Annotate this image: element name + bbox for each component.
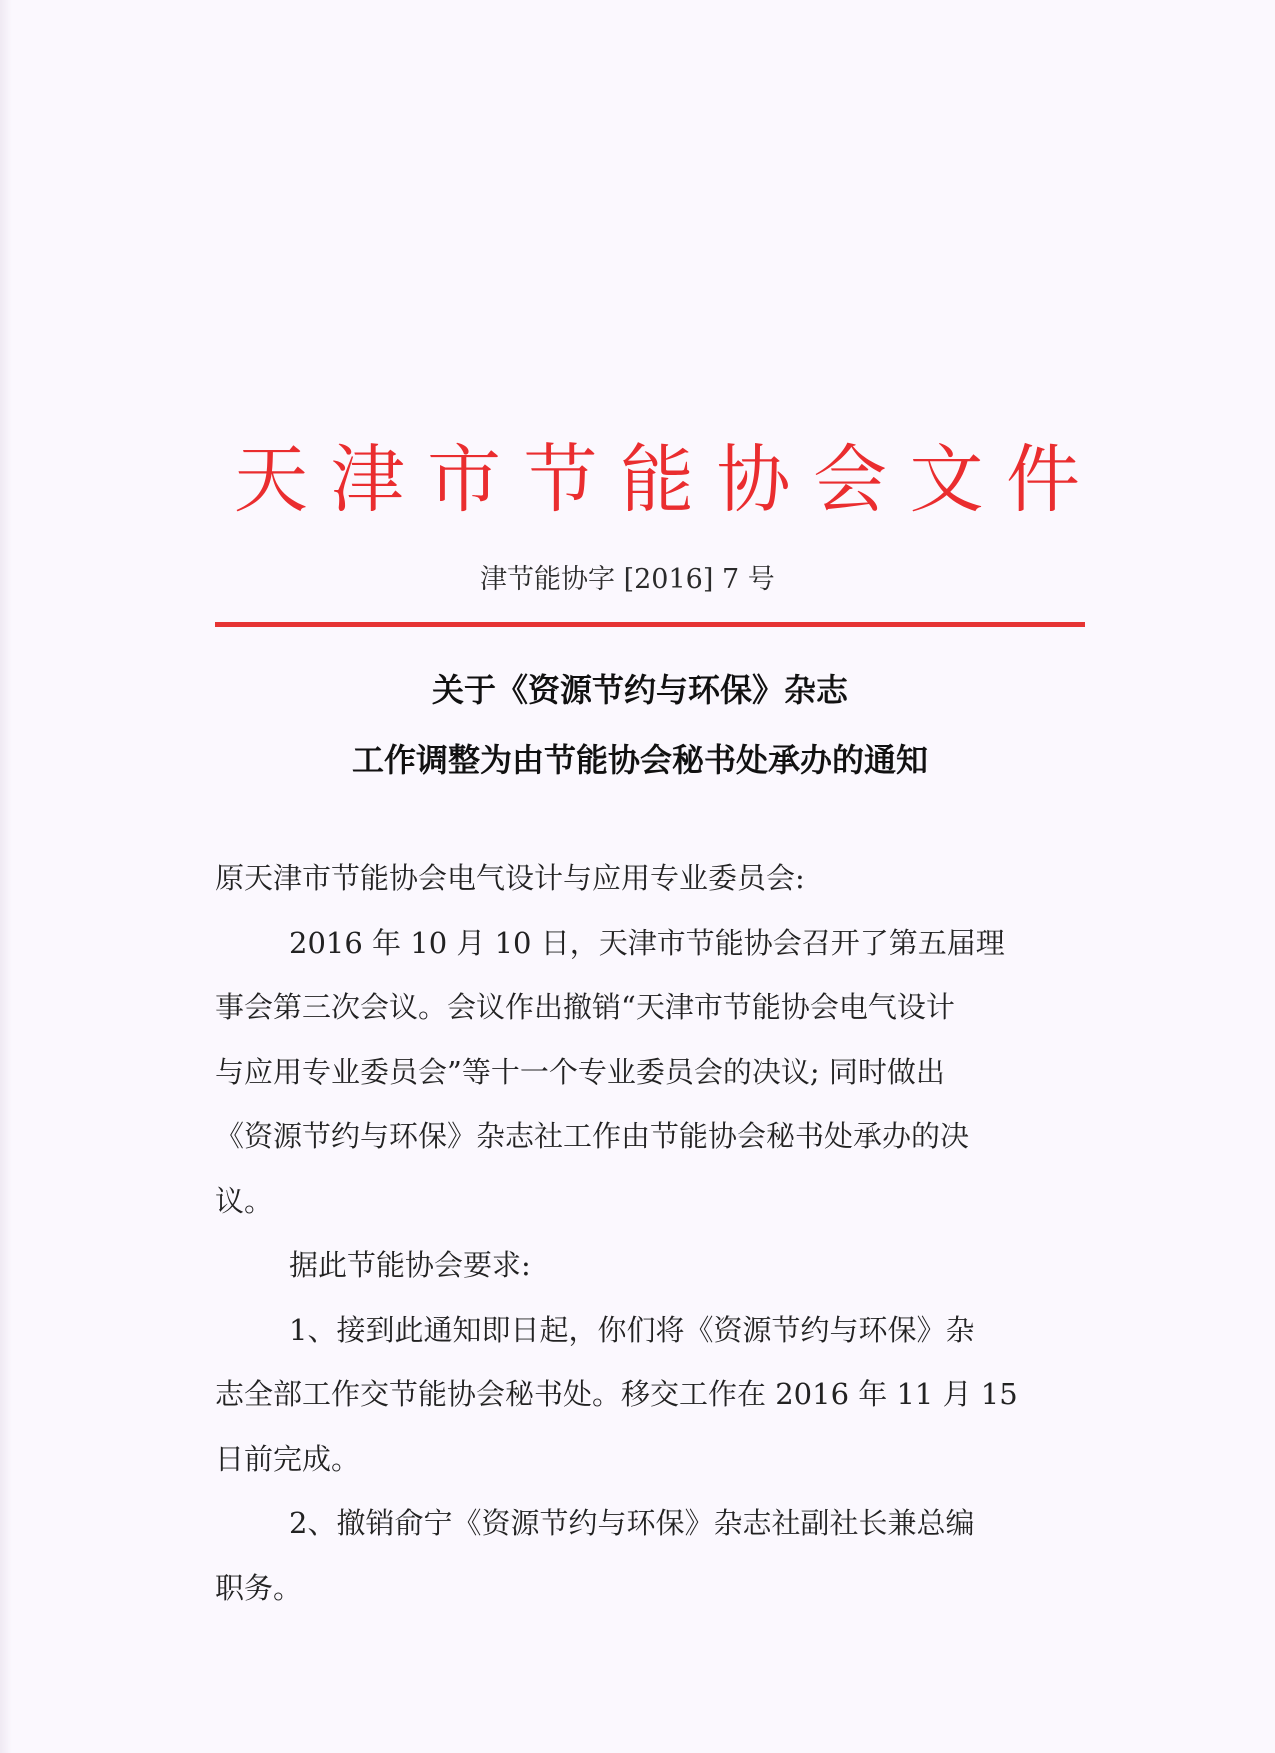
paragraph-1-line-1: 2016 年 10 月 10 日，天津市节能协会召开了第五届理 [289, 925, 1005, 960]
header-char: 节 [523, 437, 598, 523]
salutation: 原天津市节能协会电气设计与应用专业委员会: [215, 861, 805, 895]
item-2-line-1: 2、撤销俞宁《资源节约与环保》杂志社副社长兼总编 [289, 1506, 975, 1540]
item-1-line-1: 1、接到此通知即日起，你们将《资源节约与环保》杂 [289, 1312, 975, 1347]
red-header-title [232, 435, 1082, 525]
header-char: 津 [330, 437, 405, 523]
red-separator-rule [215, 622, 1085, 627]
notice-title-line-2: 工作调整为由节能协会秘书处承办的通知 [351, 741, 928, 779]
notice-title-line-1: 关于《资源节约与环保》杂志 [431, 671, 848, 709]
paragraph-1-line-2: 事会第三次会议。会议作出撤销“天津市节能协会电气设计 [215, 990, 955, 1024]
header-char: 会 [813, 437, 887, 523]
notice-title [230, 655, 1050, 795]
paragraph-1-line-3: 与应用专业委员会”等十一个专业委员会的决议; 同时做出 [215, 1054, 945, 1089]
paragraph-1-line-5: 议。 [215, 1183, 274, 1218]
item-1-line-3: 日前完成。 [215, 1441, 361, 1476]
header-char: 文 [909, 437, 984, 523]
header-char: 能 [620, 437, 694, 523]
notice-body [215, 846, 1080, 1620]
document-number: 津节能协字 [2016] 7 号 [480, 564, 775, 595]
header-char: 协 [716, 437, 791, 523]
paragraph-1-line-4: 《资源节约与环保》杂志社工作由节能协会秘书处承办的决 [215, 1119, 970, 1153]
item-1-line-2: 志全部工作交节能协会秘书处。移交工作在 2016 年 11 月 15 [215, 1377, 1018, 1411]
scan-edge-shadow [0, 0, 12, 1753]
header-char: 市 [427, 437, 501, 523]
item-2-line-2: 职务。 [215, 1570, 303, 1605]
paragraph-2: 据此节能协会要求: [289, 1248, 531, 1282]
header-char: 天 [234, 437, 308, 523]
header-char: 件 [1006, 437, 1080, 523]
